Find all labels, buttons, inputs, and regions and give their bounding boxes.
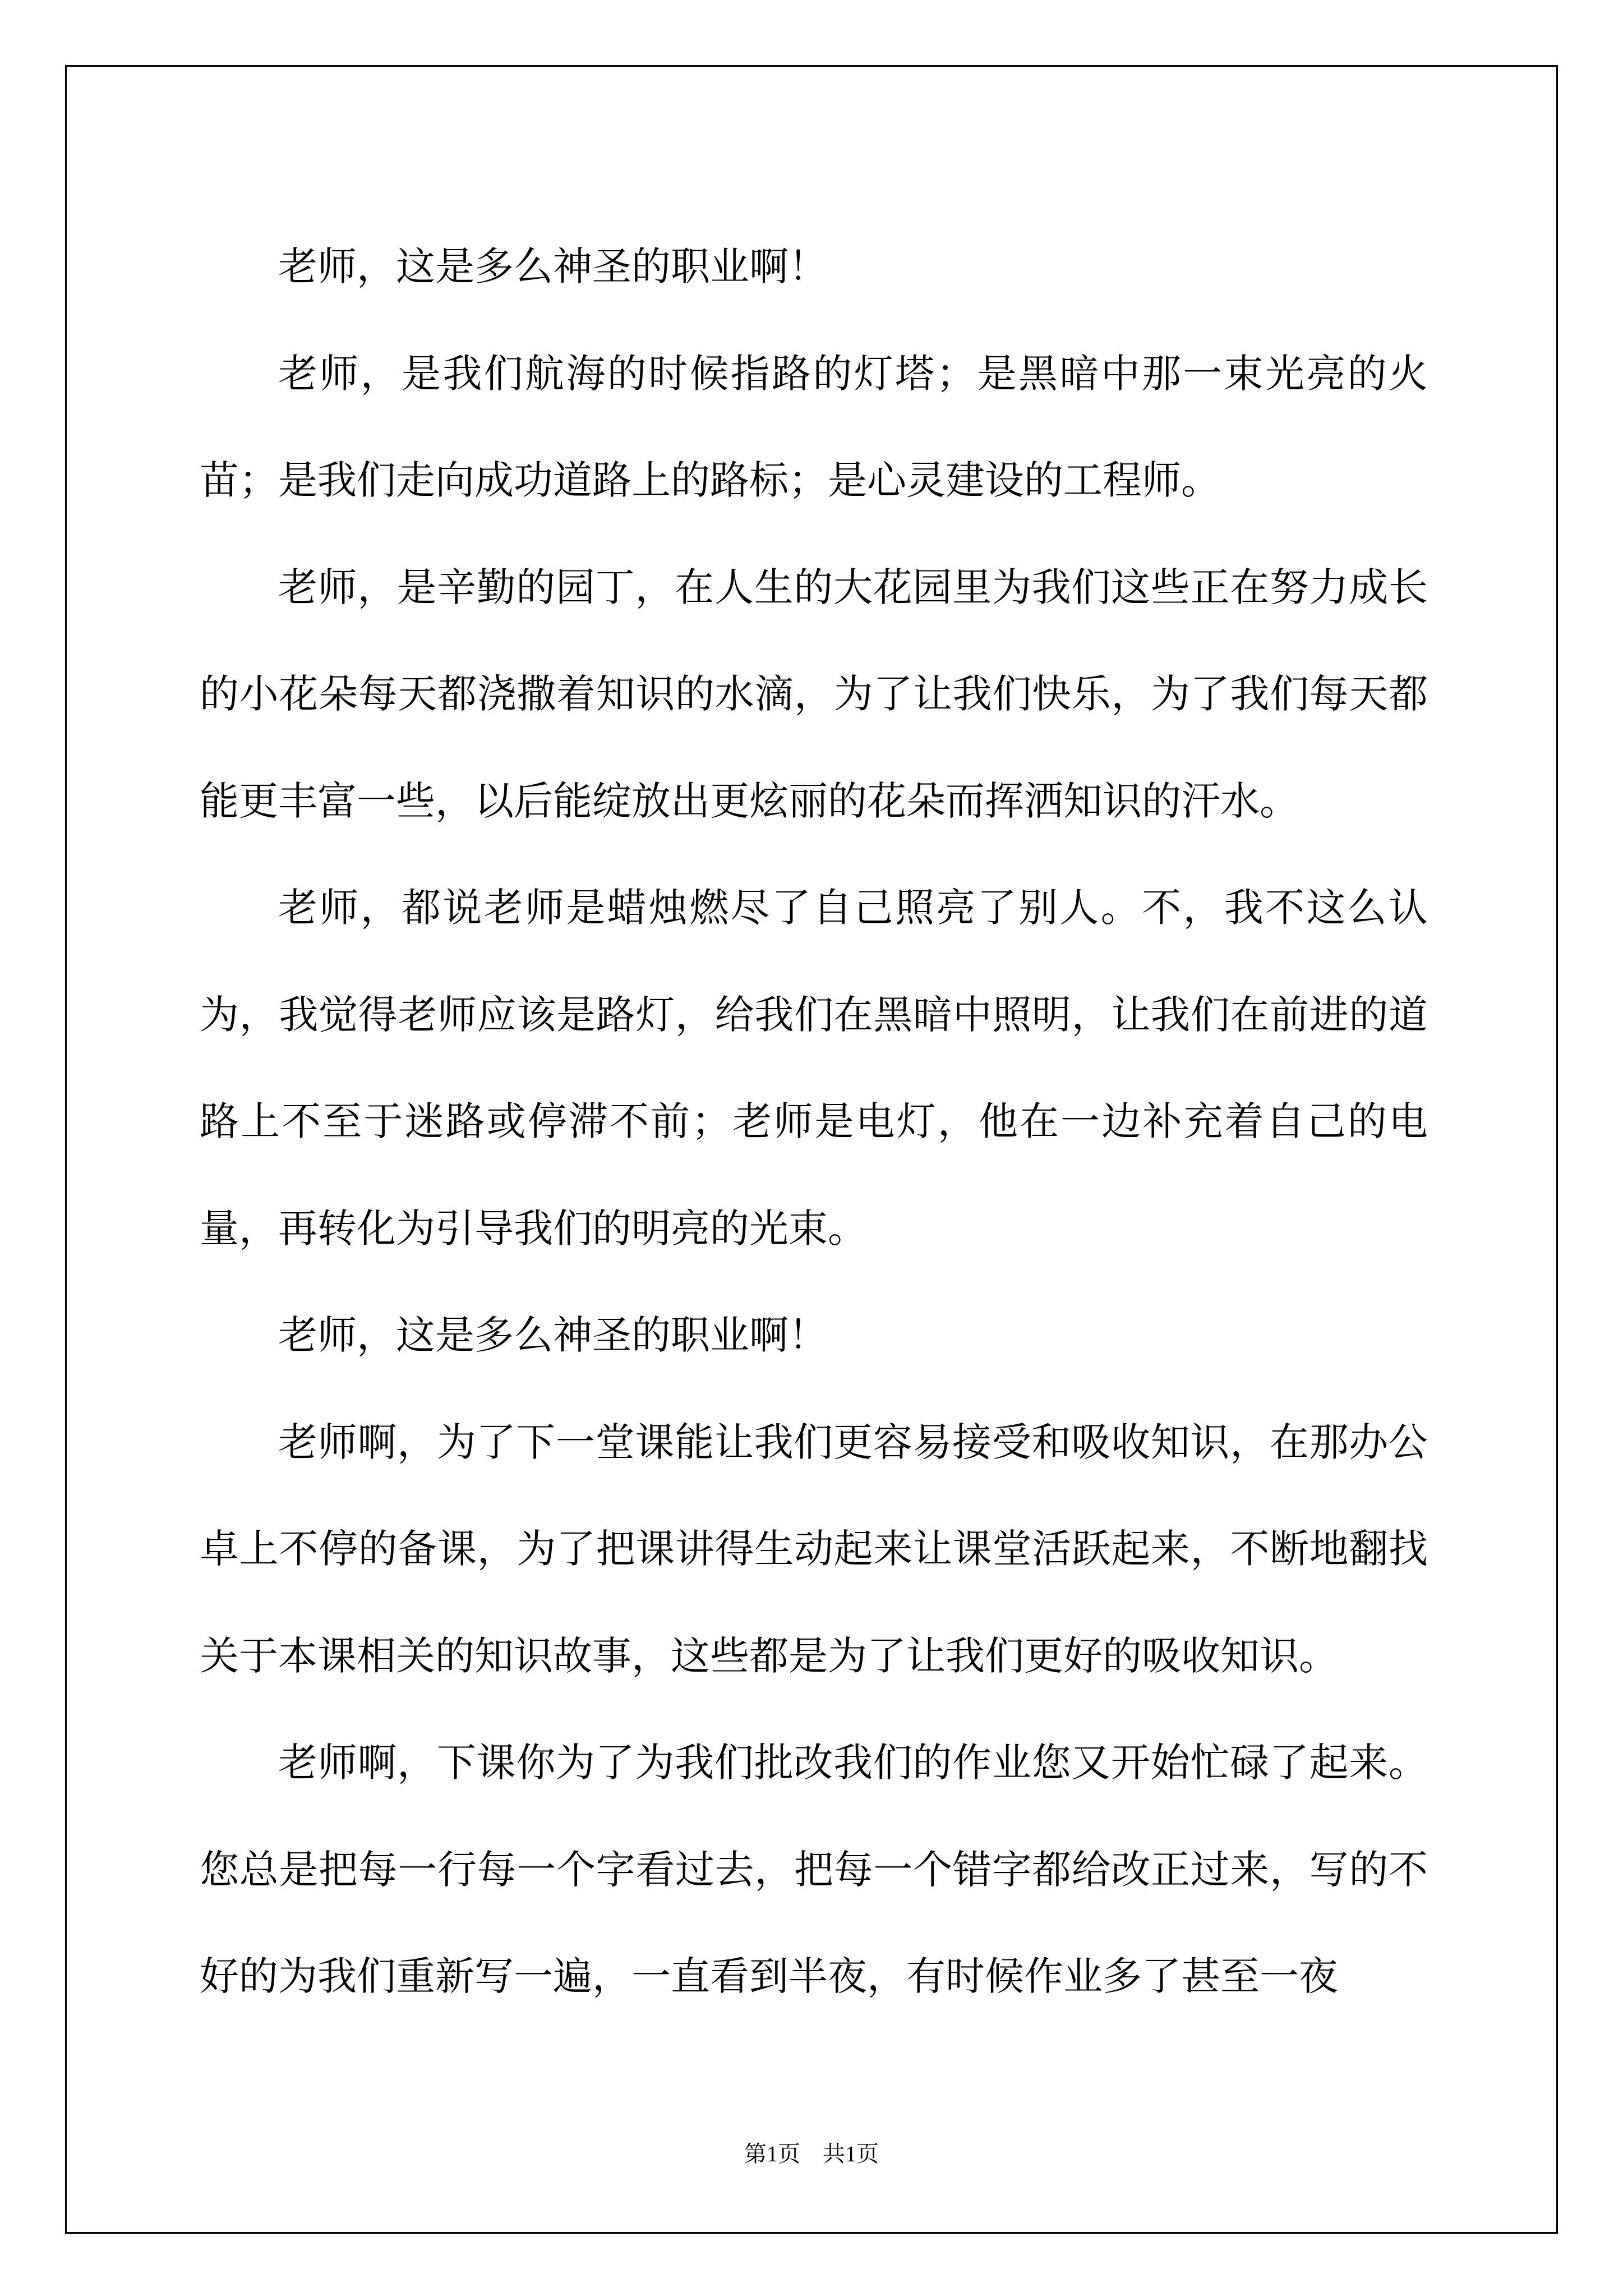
paragraph: 老师，是辛勤的园丁，在人生的大花园里为我们这些正在努力成长的小花朵每天都浇撒着知识的水滴，为了让我们快乐，为了我们每天都能更丰富一些，以后能绽放出更炫丽的花朵而挥洒知识的汗水。 <box>200 564 1428 824</box>
paragraph: 老师，这是多么神圣的职业啊！ <box>278 1312 828 1358</box>
paragraph: 老师啊，为了下一堂课能让我们更容易接受和吸收知识，在那办公卓上不停的备课，为了把课讲得生动起来让课堂活跃起来，不断地翻找关于本课相关的知识故事，这些都是为了让我们更好的吸收知识。 <box>200 1419 1428 1679</box>
paragraph: 老师，这是多么神圣的职业啊！ <box>278 243 828 289</box>
paragraph: 老师啊，下课你为了为我们批改我们的作业您又开始忙碌了起来。您总是把每一行每一个字看过去，把每一个错字都给改正过来，写的不好的为我们重新写一遍，一直看到半夜，有时候作业多了甚至一夜 <box>200 1740 1428 1999</box>
paragraph: 老师，都说老师是蜡烛燃尽了自己照亮了别人。不，我不这么认为，我觉得老师应该是路灯，给我们在黑暗中照明，让我们在前进的道路上不至于迷路或停滞不前；老师是电灯，他在一边补充着自己的电量，再转化为引导我们的明亮的光束。 <box>200 885 1428 1251</box>
document-body <box>200 213 1428 2030</box>
page-number-footer: 第1页 共1页 <box>744 2141 879 2166</box>
paragraph: 老师，是我们航海的时候指路的灯塔；是黑暗中那一束光亮的火苗；是我们走向成功道路上的路标；是心灵建设的工程师。 <box>200 350 1428 503</box>
